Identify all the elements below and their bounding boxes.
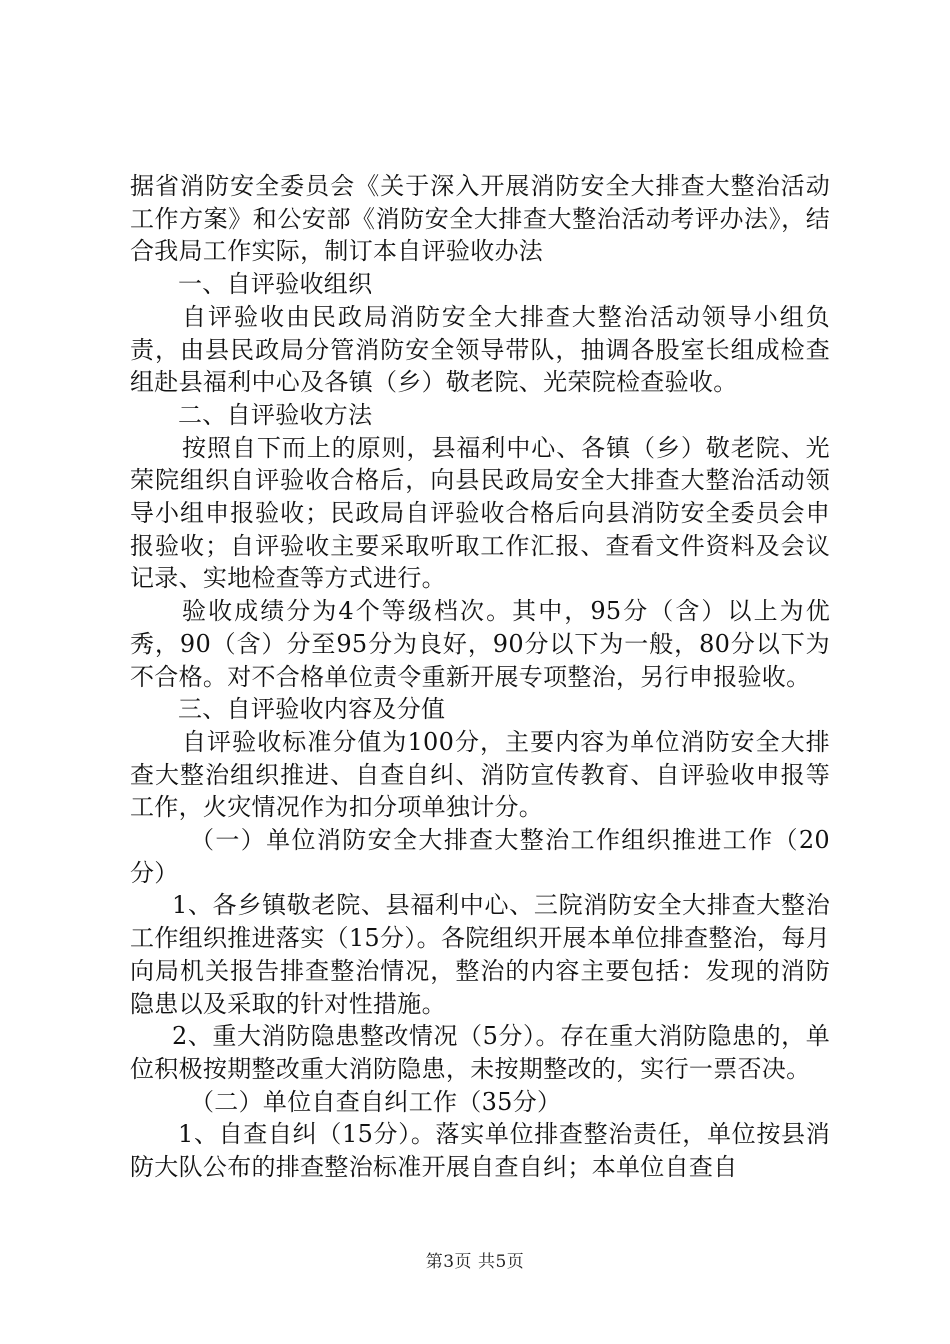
paragraph-method: 按照自下而上的原则，县福利中心、各镇（乡）敬老院、光荣院组织自评验收合格后，向县民政局安全大排查大整治活动领导小组申报验收；民政局自评验收合格后向县消防安全委员会申报验收；自评验收主要采取听取工作汇报、查看文件资料及会议记录、实地检查等方式进行。 xyxy=(130,433,830,593)
subsection-heading-self-inspection: （二）单位自查自纠工作（35分） xyxy=(190,1087,562,1116)
paragraph-grading: 验收成绩分为4个等级档次。其中，95分（含）以上为优秀，90（含）分至95分为良好，90分以下为一般，80分以下为不合格。对不合格单位责令重新开展专项整治，另行申报验收。 xyxy=(130,597,830,691)
subsection-heading-organization-work: （一）单位消防安全大排查大整治工作组织推进工作（20分） xyxy=(130,826,830,887)
paragraph-content: 自评验收标准分值为100分，主要内容为单位消防安全大排查大整治组织推进、自查自纠、消防宣传教育、自评验收申报等工作，火灾情况作为扣分项单独计分。 xyxy=(130,727,830,822)
paragraph-intro: 据省消防安全委员会《关于深入开展消防安全大排查大整治活动工作方案》和公安部《消防安全大排查大整治活动考评办法》，结合我局工作实际，制订本自评验收办法 xyxy=(130,172,830,266)
paragraph-organization: 自评验收由民政局消防安全大排查大整治活动领导小组负责，由县民政局分管消防安全领导带队，抽调各股室长组成检查组赴县福利中心及各镇（乡）敬老院、光荣院检查验收。 xyxy=(130,302,830,397)
section-heading-content: 三、自评验收内容及分值 xyxy=(178,695,446,724)
section-heading-method: 二、自评验收方法 xyxy=(178,400,373,429)
paragraph-item-2: 2、重大消防隐患整改情况（5分）。存在重大消防隐患的，单位积极按期整改重大消防隐患，未按期整改的，实行一票否决。 xyxy=(130,1022,830,1083)
paragraph-self-inspection: 1、自查自纠（15分）。落实单位排查整治责任，单位按县消防大队公布的排查整治标准开展自查自纠；本单位自查自 xyxy=(130,1120,830,1182)
page-number-footer: 第3页 共5页 xyxy=(425,1252,525,1272)
paragraph-item-1: 1、各乡镇敬老院、县福利中心、三院消防安全大排查大整治工作组织推进落实（15分）。各院组织开展本单位排查整治，每月向局机关报告排查整治情况，整治的内容主要包括：发现的消防隐患以及采取的针对性措施。 xyxy=(130,891,830,1018)
document-body xyxy=(130,170,830,1184)
section-heading-organization: 一、自评验收组织 xyxy=(178,270,373,299)
